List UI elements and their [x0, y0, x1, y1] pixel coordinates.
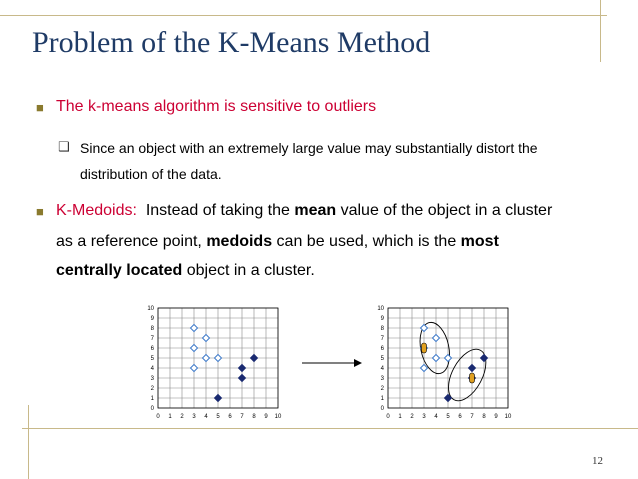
open-diamond-point — [421, 365, 428, 372]
y-tick-label: 7 — [150, 336, 154, 342]
bold-medoids: medoids — [206, 233, 273, 250]
y-tick-label: 3 — [380, 376, 384, 382]
x-tick-label: 4 — [204, 414, 208, 420]
x-tick-label: 10 — [274, 414, 282, 420]
open-diamond-point — [203, 355, 210, 362]
y-tick-label: 2 — [380, 386, 384, 392]
y-tick-label: 10 — [377, 306, 384, 312]
open-diamond-point — [191, 325, 198, 332]
sub-bullet-line-2: distribution of the data. — [80, 166, 222, 182]
y-tick-label: 7 — [380, 336, 384, 342]
y-tick-label: 6 — [380, 346, 384, 352]
open-diamond-point — [433, 335, 440, 342]
x-tick-label: 1 — [168, 414, 172, 420]
kmedoids-label: K-Medoids: — [56, 202, 137, 219]
filled-diamond-point — [239, 375, 246, 382]
y-tick-label: 8 — [150, 326, 154, 332]
x-tick-label: 0 — [386, 414, 390, 420]
y-tick-label: 9 — [150, 316, 154, 322]
open-diamond-point — [191, 365, 198, 372]
scatter-plot-before — [140, 300, 290, 425]
x-tick-label: 10 — [504, 414, 512, 420]
square-bullet-icon: ■ — [36, 204, 44, 219]
open-diamond-point — [191, 345, 198, 352]
top-rule-line — [0, 15, 607, 16]
page-number: 12 — [592, 455, 603, 467]
y-tick-label: 6 — [150, 346, 154, 352]
hollow-square-bullet-icon: ❑ — [58, 140, 70, 155]
open-diamond-point — [203, 335, 210, 342]
medoid-marker — [470, 373, 475, 383]
y-tick-label: 4 — [150, 366, 154, 372]
open-diamond-point — [445, 355, 452, 362]
x-tick-label: 3 — [192, 414, 196, 420]
y-tick-label: 5 — [380, 356, 384, 362]
filled-diamond-point — [251, 355, 258, 362]
x-tick-label: 6 — [228, 414, 232, 420]
y-tick-label: 9 — [380, 316, 384, 322]
filled-diamond-point — [469, 365, 476, 372]
x-tick-label: 2 — [410, 414, 414, 420]
y-tick-label: 4 — [380, 366, 384, 372]
open-diamond-point — [433, 355, 440, 362]
x-tick-label: 5 — [446, 414, 450, 420]
scatter-plot-medoids — [370, 300, 520, 425]
x-tick-label: 2 — [180, 414, 184, 420]
x-tick-label: 6 — [458, 414, 462, 420]
medoid-marker — [422, 343, 427, 353]
sub-bullet-line-1: Since an object with an extremely large value may substantially distort the — [80, 140, 538, 156]
x-tick-label: 7 — [470, 414, 474, 420]
y-tick-label: 8 — [380, 326, 384, 332]
x-tick-label: 3 — [422, 414, 426, 420]
filled-diamond-point — [215, 395, 222, 402]
x-tick-label: 8 — [252, 414, 256, 420]
x-tick-label: 5 — [216, 414, 220, 420]
x-tick-label: 0 — [156, 414, 160, 420]
x-tick-label: 8 — [482, 414, 486, 420]
kmedoids-line-3: centrally located object in a cluster. — [56, 262, 315, 279]
x-tick-label: 9 — [264, 414, 268, 420]
bottom-vertical-line — [28, 405, 29, 479]
square-bullet-icon: ■ — [36, 100, 44, 115]
bullet-outliers: The k-means algorithm is sensitive to outliers — [56, 98, 377, 115]
bottom-rule-line — [22, 428, 638, 429]
y-tick-label: 0 — [380, 406, 384, 412]
open-diamond-point — [215, 355, 222, 362]
bold-centrally-located: centrally located — [56, 262, 183, 279]
bold-mean: mean — [294, 202, 337, 219]
filled-diamond-point — [239, 365, 246, 372]
y-tick-label: 1 — [380, 396, 384, 402]
y-tick-label: 0 — [150, 406, 154, 412]
kmedoids-line-1: K-Medoids: Instead of taking the mean value of the object in a cluster — [56, 202, 553, 219]
y-tick-label: 10 — [147, 306, 154, 312]
bold-most: most — [460, 233, 499, 250]
x-tick-label: 7 — [240, 414, 244, 420]
y-tick-label: 2 — [150, 386, 154, 392]
kmedoids-line-2: as a reference point, medoids can be used, which is the most — [56, 233, 499, 250]
transform-arrow — [302, 358, 362, 368]
x-tick-label: 9 — [494, 414, 498, 420]
y-tick-label: 3 — [150, 376, 154, 382]
y-tick-label: 1 — [150, 396, 154, 402]
y-tick-label: 5 — [150, 356, 154, 362]
x-tick-label: 4 — [434, 414, 438, 420]
filled-diamond-point — [481, 355, 488, 362]
x-tick-label: 1 — [398, 414, 402, 420]
slide-title: Problem of the K-Means Method — [32, 26, 431, 59]
top-vertical-line — [600, 0, 601, 62]
